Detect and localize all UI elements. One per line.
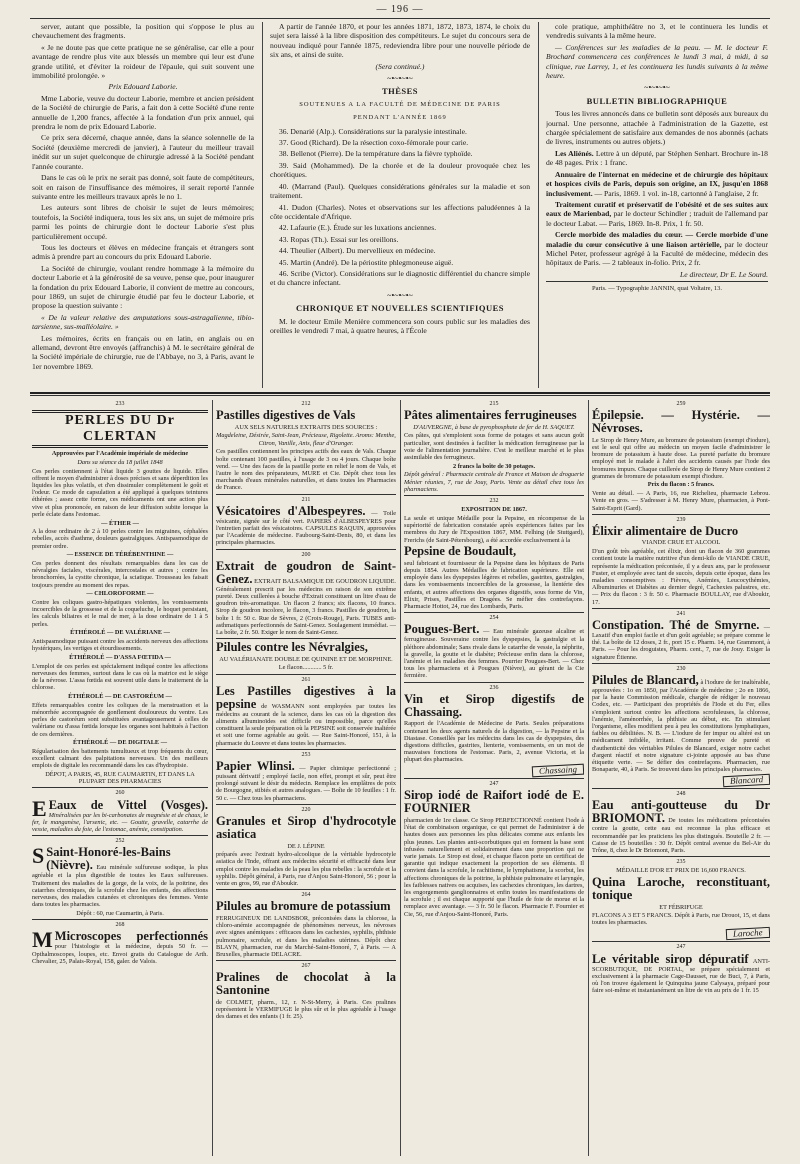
top-rule — [30, 18, 770, 19]
ornament-divider: ~•~•~•~ — [644, 83, 670, 93]
ad-number: 260 — [115, 790, 125, 797]
column-2 — [270, 22, 530, 388]
ad-title: PERLES DU Dr CLERTAN — [32, 410, 208, 448]
ad-subtitle: AUX SELS NATURELS EXTRAITS DES SOURCES : — [234, 423, 378, 431]
divider — [216, 804, 396, 805]
ad-title: Eaux de Vittel (Vosges). — [48, 797, 208, 812]
divider — [216, 494, 396, 495]
ad-text: préparés avec l'extrait hydro-alcoolique de la véritable hydrocotyle asiatica de l'Inde, offrant aux médecins sécurité et efficacité dans leur emploi contre les maladies de la peau les plus rebelles : la scrofule et la syphilis. Dépôt général, à Paris, rue d'Anjou Saint-Honoré, 56 ; pour la vente en gros, 99, rue d'Aboukir. — [216, 851, 396, 888]
ad-text: — Eau minérale gazeuse alcaline et ferrugineuse. Souveraine contre les dyspepsies, la gastralgie et la pléthore abdominale; Sans rivale dans le catarrhe de vessie, la néphrite, la gravelle, la goutte et le diabète; Précieuse enfin dans la chlorose, l'anémie et les maladies des femmes. Pourrier Pougues-Bert. — Chez tous les pharmaciens et à Pougues (Nièvre), au gérant de la Cie fermière. — [404, 628, 584, 680]
ad-text: — Laxatif d'un emploi facile et d'un goût agréable; se prépare comme le thé. La boîte de 12 doses, 2 fr., port 15 c. Pharm. 14, rue Grammont, à Paris. — Pour les droguistes, Pharm. cent., 7, rue de Jouy. Exiger la signature Étienne. — [592, 623, 770, 661]
thesis-item: 37. Good (Richard). De la résection coxo-fémorale pour carie. — [279, 138, 469, 148]
ads-column-d — [592, 400, 770, 1156]
ad-text: Ces perles donnent des résultats remarquables dans les cas de névralgies faciales, viscérales, intercostales et autres ; contre les bronchorrées, la cystite chronique, la sciatique. Trousseau les faisait toujours prendre au moment des repas. — [32, 560, 208, 589]
ad-text: ANTI-SCORBUTIQUE, DE PORTAL, se prépare spécialement et exclusivement à la pharmacie Cage-Dausset, rue de Buci, 7, à Paris, où l'on trouve également le Quinquina jaune Calysaya, préparé pour faire soi-même et instantanément un litre de vin au prix de 1 fr. 15 — [592, 957, 770, 995]
ad-heading: — ÉTHER — — [101, 519, 139, 527]
ad-title: Extrait de goudron de Saint-Genez. — [216, 558, 396, 586]
handwritten-signature: Laroche — [726, 927, 770, 940]
ad-text: Effets remarquables contre les coliques de la menstruation et la ménorrhée accompagnée de gonflement douloureux du ventre. Les perles de castoréum sont substituées avantageusement à celles de valériane ou d'assa fœtida lorsque les organes sont habitués à l'action de ces dernières. — [32, 701, 208, 738]
ad-heading: — ESSENCE DE TÉRÉBENTHINE — — [66, 551, 174, 559]
ads-column-a: 233 PERLES DU Dr CLERTAN Approuvées par l'Académie impériale de médecine Dans sa séance du 18 juillet 1848 Ces perles contiennent à l'état liquide 3 gouttes de liquide. Elles offrent le moyen d'administrer à doses précises et sans déperdition les liquides les plus volatils, et d'en dissimuler complètement le goût et l'odeur. Ce mode de capsulation a été appliqué à quelques teintures éthérées ; assez cette forme, ces médicaments ont une action plus vive et plus prononcée, en raison de leur diffusion subite lorsque la perle éclate dans l'estomac. — ÉTHER — A la dose ordinaire de 2 à 10 perles contre les migraines, céphalées rebelles, accès d'asthme, douleurs gastralgiques. Antispasmodique de premier ordre. — ESSENCE DE TÉRÉBENTHINE — Ces perles donnent des résultats remarquables dans les cas de névralgies faciales, viscérales, intercostales et autres ; contre les bronchorrées, la cystite chronique, la sciatique. Trousseau les faisait toujours prendre au moment des repas. — CHLOROFORME — Contre les coliques gastro-hépatiques violentes, les vomissements incoercibles de la grossesse et de la coqueluche, le hoquet persistant, les calculs biliaires et le mal de mer, à la dose ordinaire de 1 à 5 perles. ÉTHÉROLÉ — DE VALÉRIANE — Antispasmodique puissant contre les accidents nerveux des affections hystériques, les vertiges et étourdissements. ÉTHÉROLÉ — D'ASSA FŒTIDA — L'emploi de ces perles est spécialement indiqué contre les affections nerveuses des femmes, surtout dans le cas où la matrice est le siège de la névrose. L'assa fœtida est souvent utile dans le traitement de la chlorose. ÉTHÉROLÉ — DE CASTORÉUM — Effets remarquables contre les coliques de la menstruation et la ménorrhée accompagnée de gonflement douloureux du ventre. Les perles de castoréum sont substituées avantageusement à celles de valériane ou d'assa fœtida lorsque les organes sont habitués à l'action de ces dernières. ÉTHÉROLÉ — DE DIGITALE — Régularisation des battements tumultueux et trop fréquents du cœur, excellent calmant des palpitations nerveuses. Un des meilleurs emplois de digitale les recommandé dans les cas d'hydropisie. DÉPOT, A PARIS, 45, RUE CAUMARTIN, ET DANS LA PLUPART DES PHARMACIES 260 E Eaux de Vittel (Vosges). Minéralisées par les bi-carbonates de magnésie et de chaux, le fer, le manganèse, l'arsenic, etc. — Goutte, gravelle, catarrhe de vessie, maladies du foie, de l'estomac, anémie, constipation. 252 S Saint-Honoré-les-Bains (Nièvre). Eau minérale sulfureuse sodique, la plus agréable et la plus digestible de toutes les Eaux sulfureuses. Traitement des maladies de la gorge, de la voix, de la poitrine, des catarrhes chroniques, de la scrofule chez les enfants, des affections nerveuses, des maladies cutanées et chroniques des femmes. Vente dans toutes les pharmacies. Dépôt : 60, rue Caumartin, à Paris. 268 M Microscopes perfectionnés pour l'histologie et la médecine, depuis 50 fr. — Opthalmoscopes, loupes, etc. Envoi gratis du Catalogue de Arth. Chevalier, 25, Palais-Royal, 158, galer. de Valois. — [32, 401, 208, 965]
ad-text: Ces pâtes, qui s'emploient sous forme de potages et sans aucun goût particulier, sont destinées à faciliter la médication ferrugineuse par la voie de l'alimentation journalière. C'est le meilleur marché et le plus assimilable des ferrugineux. — [404, 432, 584, 462]
ad-text: Rapport de l'Académie de Médecine de Paris. Seules préparations contenant les deux agents naturels de la digestion, — la Pepsine et la Diastase. Conseillés par les médecins dans les cas de dyspepsies, des digestions difficiles, gastrites, lienterie, vomissements, en un mot de mauvaises fonctions de l'estomac. Paris, 2, avenue Victoria, et la plupart des pharmacies. — [404, 720, 584, 764]
ad-title: Les Pastilles digestives à la pepsine — [216, 683, 396, 711]
thesis-item: 45. Martin (André). De la périostite phlegmoneuse aiguë. — [279, 257, 454, 267]
theses-heading: THÈSES — [381, 86, 419, 97]
ad-text: Vente au détail. — A Paris, 16, rue Richelieu, pharmacie Lebrou. Vente en gros. — S'adresser à M. Henry Mure, pharmacien, à Pont-Saint-Esprit (Gard). — [592, 490, 770, 512]
divider — [404, 682, 584, 683]
ad-title: Pilules de Blancard, — [592, 672, 699, 687]
divider — [216, 749, 396, 750]
ad-number: 233 — [115, 401, 125, 407]
divider — [592, 941, 770, 942]
ad-number: 264 — [301, 892, 311, 899]
column-divider — [538, 22, 539, 388]
ad-title: Quina Laroche, reconstituant, tonique — [592, 875, 770, 903]
ad-number: 241 — [676, 610, 686, 617]
ad-subtitle: MÉDAILLE D'OR ET PRIX DE 16,600 FRANCS. — [616, 867, 746, 875]
director-signature: Le directeur, Dr E. Le Sourd. — [679, 269, 768, 279]
paragraph: « De la valeur relative des amputations sous-astragalienne, tibio-tarsienne, sus-malléolaire. » — [32, 312, 254, 332]
ad-title: Élixir alimentaire de Ducro — [592, 523, 739, 538]
book-title: Traitement curatif et préservatif de l'obésité et de ses suites aux eaux de Marienbad, — [546, 199, 768, 219]
ad-text: La seule et unique Médaille pour la Pepsine, en récompense de la supériorité de fabrication constatée après expériences faites par les membres du Jury de l'Exposition 1867, MM. Felhing (de Stuttgard), Frerichs (de Saint-Pétersbourg), a été accordée exclusivement à la — [404, 514, 584, 544]
thesis-item: 40. (Marrand (Paul). Quelques considérations générales sur la maladie et son traitement. — [270, 181, 530, 201]
paragraph: Les mémoires, écrits en français ou en latin, en anglais ou en allemand, devront être envoyés (affranchis) à M. le secrétaire général de la Société impériale de chirurgie, rue de l'Abbaye, no 3, à Paris, avant le 1er novembre 1869. — [32, 333, 254, 371]
ad-number: 232 — [489, 498, 499, 505]
ad-title: Saint-Honoré-les-Bains (Nièvre). — [46, 845, 171, 873]
ad-text: à l'iodure de fer inaltérable, approuvées : 1o en 1850, par l'Académie de médecine ; 2o en 1866, par la haute Commission médicale, chargée de rédiger le nouveau Codex, etc. — Participant des propriétés de l'Iode et du Fer, elles s'emploient surtout contre les affections scrofuleuses, la chlorose, l'anémie, l'aménorrhée, la phthisie au début, etc. En stimulant l'organisme, elles modifient peu à peu les constitutions lymphatiques, faibles ou débilitées. N. B. — L'iodure de fer impur ou altéré est un médicament infidèle, irritant. Comme preuve de pureté et d'authenticité des véritables Pilules de Blancard, exiger notre cachet d'argent réactif et notre signature ci-jointe apposée au bas d'une étiquette verte. — Se défier des contrefaçons. Pharmacien, rue Bonaparte, 40, à Paris. Se trouvent dans les principales pharmacies. — [592, 678, 770, 774]
ad-number: 254 — [489, 615, 499, 622]
ad-number: 212 — [301, 401, 311, 407]
ad-number: 247 — [489, 781, 499, 788]
divider — [32, 919, 208, 920]
ad-text: Le flacon............ 5 fr. — [278, 664, 334, 672]
ad-subtitle: VIANDE CRUE ET ALCOOL — [641, 539, 721, 547]
divider — [216, 889, 396, 890]
ad-subtitle: D'AUVERGNE, à base de pyrophosphate de fer de H. SAQUET. — [413, 423, 575, 431]
paragraph: La Société de chirurgie, voulant rendre hommage à la mémoire du docteur Laborie et à la générosité de sa veuve, pense que, pour inaugurer la fondation du prix Edouard Laborie, il convient de mettre au concours, pour 1869, un sujet de chirurgie étudié par feu le docteur Laborie, et propose la question suivante : — [32, 263, 254, 311]
ad-title: Constipation. Thé de Smyrne. — [592, 617, 760, 632]
divider — [592, 514, 770, 515]
thesis-item: 39. Said (Mohammed). De la chorée et de la douleur provoquée chez les chorétiques. — [270, 160, 530, 180]
ad-title: Sirop iodé de Raifort iodé de E. FOURNIER — [404, 788, 584, 816]
ad-subtitle: AU VALÉRIANATE DOUBLE DE QUININE ET DE MORPHINE. — [219, 655, 393, 663]
column-3 — [546, 22, 768, 388]
ad-title: EXPOSITION DE 1867. — [461, 506, 527, 514]
divider — [216, 960, 396, 961]
ad-subtitle: Dans sa séance du 18 juillet 1848 — [77, 458, 163, 466]
ad-title: Microscopes perfectionnés — [54, 929, 208, 944]
ad-text: pour l'histologie et la médecine, depuis 50 fr. — Opthalmoscopes, loupes, etc. Envoi gratis du Catalogue de Arth. Chevalier, 25, Palais-Royal, 158, galer. de Valois. — [32, 943, 208, 965]
ad-number: 259 — [676, 401, 686, 407]
divider — [216, 674, 396, 675]
ad-number: 211 — [301, 496, 311, 503]
thesis-item: 41. Dudon (Charles). Notes et observations sur les affections paludéennes à la côte occidentale d'Afrique. — [270, 202, 530, 221]
ad-number: 247 — [676, 944, 686, 951]
ad-subtitle: Approuvées par l'Académie impériale de médecine — [51, 450, 189, 458]
printer-note: Paris. — Typographie JANNIN, quai Voltaire, 13. — [592, 285, 722, 293]
divider — [404, 612, 584, 613]
ad-number: 230 — [676, 665, 686, 672]
divider — [592, 856, 770, 857]
ad-text: Le Sirop de Henry Mure, au bromure de potassium (exempt d'iodure), est le seul qui offre au médecin un moyen facile d'administrer le bromure de potassium à haute dose. La pureté parfaite du bromure employé met le malade à l'abri des accidents causés par l'iode des bromures impurs. Chaque cuillerée de Sirop de Henry Mure contient 2 grammes de bromure de potassium exempt d'iodure. — [592, 436, 770, 480]
paragraph: Tous les livres annoncés dans ce bulletin sont déposés aux bureaux du journal. Une personne, attachée à l'administration de la Gazette, est chargée spécialement de satisfaire aux demandes de nos abonnés (achats de livres, instruments ou autres objets.) — [546, 109, 768, 147]
book-title: Cercle morbide des maladies du cœur. — Cercle morbide d'une maladie du cœur consécutive à une liaison artérielle, — [546, 230, 768, 249]
ad-title: Pralines de chocolat à la Santonine — [216, 970, 396, 998]
thesis-item: 46. Scribe (Victor). Considérations sur le diagnostic différentiel du chancre simple et du chancre infectant. — [270, 268, 530, 288]
theses-year: PENDANT L'ANNÉE 1869 — [353, 114, 447, 122]
ad-heading: — CHLOROFORME — — [86, 590, 154, 598]
ad-number: 215 — [489, 401, 499, 407]
ad-text: — Papier chimique perfectionné ; puissant dérivatif ; employé facile, non effet, prompt et sûr, peut être prolongé suivant le désir du médecin. Remplace les emplâtres de poix de Bourgogne, stibiés et autres analogues. — Boîte de 10 feuilles : 1 fr. 50 c. — Chez tous les pharmaciens. — [216, 765, 396, 802]
paragraph: Tous les docteurs et élèves en médecine français et étrangers sont admis à prendre part au concours du prix Edouard Laborie. — [32, 242, 254, 262]
ad-title: Vin et Sirop digestifs de Chassaing. — [404, 691, 584, 719]
ad-text: — Toile vésicante, signée sur le côté vert. PAPIERS d'ALBESPEYRES pour l'entretien parfait des vésicatoires. CAPSULES RAQUIN, approuvées par l'Académie de médecine. Faubourg-Saint-Denis, 80, et dans les principales pharmacies. — [216, 509, 396, 547]
ad-number: 239 — [676, 516, 686, 523]
divider — [592, 788, 770, 789]
ad-title: Pougues-Bert. — [404, 622, 480, 637]
ad-subtitle: Magdeleine, Désirée, Saint-Jean, Précieuse, Rigolette. Aroms: Menthe, Citron, Vanille, Anis, fleur d'Oranger. — [216, 432, 396, 447]
ad-depot: DÉPOT, A PARIS, 45, RUE CAUMARTIN, ET DANS LA PLUPART DES PHARMACIES — [45, 771, 195, 786]
ad-title: Pilules contre les Névralgies, — [216, 640, 368, 655]
bulletin-heading: BULLETIN BIBLIOGRAPHIQUE — [586, 95, 728, 106]
ad-text: pharmacien de 1re classe. Ce Sirop PERFECTIONNÉ contient l'iode à l'état de combinaison organique, ce qui permet de l'administrer à de hautes doses aux personnes les plus délicates comme aux enfants les plus jeunes. Les plantes anti-scorbutiques qui en forment la base sont infusées naturellement et solidairement dans une proportion qui ne varie jamais. Le Sirop est dosé, et chaque flacon porte un certificat de garantie qui indique exactement la proportion de ses éléments. Il convient dans la scrofule, le rachitisme, le lymphatisme, la scorbut, les affections chroniques de la poitrine, la phthisie pulmonaire et laryngée, les faiblesses natives ou acquises, les cachexies chroniques, les dartres, les engorgements ganglionnaires et enfin toutes les manifestations de la scrofule ; il est chaque supporté que l'huile de foie de morue et la remplace avec avantage. — 3 fr. 50 le flacon. Pharmacie F. Fournier et Cie, 56, rue d'Anjou-Saint-Honoré, Paris. — [404, 816, 584, 918]
paragraph: « Je ne doute pas que cette pratique ne se généralise, car elle a pour avantage de rendre plus vite aux blessés un membre qui leur est d'une grande utilité, et d'éviter la roideur de l'épaule, qui suit souvent une immobilité prolongée. » — [32, 42, 254, 81]
ad-number: 248 — [676, 791, 686, 798]
ad-text: Contre les coliques gastro-hépatiques violentes, les vomissements incoercibles de la grossesse et de la coqueluche, le hoquet persistant, les calculs biliaires et le mal de mer, à la dose ordinaire de 1 à 5 perles. — [32, 599, 208, 628]
divider — [216, 638, 396, 639]
ad-number: 252 — [115, 838, 125, 845]
ad-title: Papier Wlinsi. — [216, 759, 295, 773]
divider — [404, 778, 584, 779]
divider — [592, 663, 770, 664]
thesis-item: 43. Ropas (Th.). Essai sur les oreillons. — [279, 234, 399, 244]
paragraph: Ce prix sera décerné, chaque année, dans la séance solennelle de la Société (deuxième mercredi de janvier), à l'auteur du meilleur travail inédit sur un sujet quelconque de chirurgie adressé à la Société pendant l'année courante. — [32, 133, 254, 171]
paragraph: — Conférences sur les maladies de la peau. — M. le docteur F. Brochard commencera ces conférences le lundi 3 mai, à midi, à sa clinique, rue Larrey, 1, et les continuera les lundis suivants à la même heure. — [546, 42, 768, 81]
divider — [592, 608, 770, 609]
ads-column-b — [216, 400, 396, 1156]
handwritten-signature: Blancard — [723, 774, 770, 788]
ad-heading: ÉTHÉROLÉ — DE VALÉRIANE — — [70, 629, 170, 637]
ad-text: Ces perles contiennent à l'état liquide 3 gouttes de liquide. Elles offrent le moyen d'administrer à doses précises et sans déperdition les liquides les plus volatils, et d'en dissimuler complètement le goût et l'odeur. Ce mode de capsulation a été appliqué à quelques teintures éthérées ; assez cette forme, ces médicaments ont une action plus vive et plus prononcée, en raison de leur diffusion subite lorsque la perle éclate dans l'estomac. — [32, 467, 208, 518]
column-divider — [262, 22, 263, 388]
ad-depot: Dépôt : 60, rue Caumartin, à Paris. — [76, 909, 164, 917]
ad-title: Vésicatoires d'Albespeyres. — [216, 503, 366, 518]
paragraph: A partir de l'année 1870, et pour les années 1871, 1872, 1873, 1874, le choix du sujet sera laissé à la libre disposition des compétiteurs. Le sujet du concours sera de nouveau indiqué pour l'année 1875, redeviendra libre pour une nouvelle période de six ans, et ainsi de suite. — [270, 22, 530, 60]
ad-number: 200 — [301, 551, 311, 558]
column-divider — [588, 400, 589, 1156]
ad-title: Pastilles digestives de Vals — [216, 408, 356, 423]
paragraph: Les auteurs sont libres de choisir le sujet de leurs mémoires; toutefois, la Société indiquera, tous les six ans, un sujet de mémoire pris parmi les points de chirurgie dont le docteur Laborie s'est plus particulièrement occupé. — [32, 203, 254, 241]
ad-text: seul fabricant et fournisseur de la Pepsine dans les hôpitaux de Paris depuis 1854. Autres Médailles de fabrication supérieure. Elle est employée dans les dyspepsies légères et rebelles, gastrites, gastralgies, dans les vomissements incoercibles de la grossesse, la lientérie des enfants, et autres affections des organes digestifs, sous forme de Vin, Elixir, Prises, Pastilles et Dragées. Se méfier des contrefaçons. Pharmacie Hottot, 24, rue des Lombards, Paris. — [404, 559, 584, 610]
ad-number: 236 — [489, 684, 499, 691]
section-rule — [30, 395, 770, 396]
divider — [546, 281, 768, 282]
ad-number: 235 — [676, 859, 686, 866]
ad-text: FERRUGINEUX DE LANDSBOR, préconisées dans la chlorose, la chloro-anémie accompagnée de phénomènes nerveux, les névroses avec signes anémiques : efficaces dans les cachexies, syphilis, phthisie pulmonaire, scrofule, et dans les maladies utérines. Dépôt chez BLAYN, pharmacien, rue du Marché-Saint-Honoré, 7, à Paris. — A Bruxelles, pharmacie DELACRE. — [216, 914, 396, 958]
thesis-item: 44. Theulier (Albert). Du mervellieux en médecine. — [279, 246, 436, 256]
paragraph: M. le docteur Emile Menière commencera son cours public sur les maladies des oreilles le vendredi 7 mai, à quatre heures, à l'École — [270, 316, 530, 335]
divider — [404, 495, 584, 496]
ad-title: Pâtes alimentaires ferrugineuses — [404, 408, 577, 423]
ad-text: Ces pastilles contiennent les principes actifs des eaux de Vals. Chaque boîte contenant 100 pastilles, à l'usage de 3 ou 4 jours. Chaque boîte vend. — Une des faces de la pastille porte en relief le nom de Vals, et l'autre le nom des préparateurs, MURE et Cie. Dépôt chez tous les marchands d'eaux minérales naturelles, et dans toutes les Pharmacies de France. — [216, 448, 396, 492]
ad-title: Épilepsie. — Hystérie. — Névroses. — [592, 408, 770, 436]
chronique-heading: CHRONIQUE ET NOUVELLES SCIENTIFIQUES — [296, 303, 504, 314]
ad-number: 268 — [115, 922, 125, 929]
paragraph: Dans le cas où le prix ne serait pas donné, soit faute de compétiteurs, soit en raison de l'insuffisance des mémoires, il serait reporté l'année suivante entre les meilleurs travaux après le no 1. — [32, 173, 254, 201]
ad-number: 267 — [301, 963, 311, 970]
ad-text: de COLMET, pharm., 12, r. N-St-Merry, à Paris. Ces pralines représentent le VERMIFUGE le plus sûr et le plus agréable à l'usage des dames et des enfants (1 fr. 25). — [216, 998, 396, 1021]
column-1 — [32, 22, 254, 388]
ad-heading: ÉTHÉROLÉ — DE DIGITALE — — [72, 739, 167, 747]
divider — [32, 835, 208, 836]
ad-heading: ÉTHÉROLÉ — D'ASSA FŒTIDA — — [69, 653, 171, 661]
paragraph: cole pratique, amphithéâtre no 3, et le continuera les lundis et vendredis suivants à la même heure. — [546, 22, 768, 41]
divider — [32, 787, 208, 788]
handwritten-signature: Chassaing — [532, 764, 584, 778]
ad-text: Antispasmodique puissant contre les accidents nerveux des affections hystériques, les vertiges et étourdissements. — [32, 638, 208, 653]
book-desc: Lettre à un député, par Stéphen Senhart. Brochure in-18 de 48 pages. Prix : 1 franc. — [546, 148, 768, 168]
ad-text: De toutes les médications préconisées contre la goutte, cette eau est reconnue la plus efficace et recommandée par les praticiens les plus distingués. Bouteille 2 fr. — Caisse de 15 bouteilles : 30 fr. Dépôt central avenue du Bel-Air du Trône, 8, chez le Dr Briomont, Paris. — [592, 817, 770, 854]
book-title: Les Aliénés. — [555, 148, 594, 158]
divider — [216, 549, 396, 550]
ad-text: L'emploi de ces perles est spécialement indiqué contre les affections nerveuses des femmes, surtout dans le cas où la matrice est le siège de la névrose. L'assa fœtida est souvent utile dans le traitement de la chlorose. — [32, 662, 208, 692]
thesis-item: 38. Bellenot (Pierre). De la température dans la fièvre typhoïde. — [279, 149, 473, 159]
thesis-item: 36. Denarié (Alp.). Considérations sur la paralysie intestinale. — [279, 126, 467, 136]
ad-text: A la dose ordinaire de 2 à 10 perles contre les migraines, céphalées rebelles, accès d'asthme, douleurs gastralgiques. Antispasmodique de premier ordre. — [32, 528, 208, 550]
ad-subtitle: DE J. LÉPINE — [287, 842, 325, 850]
ad-text: D'un goût très agréable, cet élixir, dont un flacon de 360 grammes contient toute la matière nutritive d'un demi-kilo de VIANDE CRUE, représente la médication préconisée, il y a deux ans, par le professeur Fuster, et employée avec tant de succès, depuis cette époque, dans les maladies consomptives : Fièvres, Anémies, Leucocythémies, Albuminuries et Diabètes au dernier degré, Cachexies palustres, etc. — Prix du flacon : 3 fr. 50 c. Pharmacie BOULLAY, rue d'Aboukir, 17. — [592, 548, 770, 606]
ad-title: Granules et Sirop d'hydrocotyle asiatica — [216, 814, 396, 842]
section-rule — [30, 392, 770, 394]
ad-number: 261 — [301, 676, 311, 683]
paragraph: server, autant que possible, la position qui s'oppose le plus au chevauchement des fragments. — [32, 22, 254, 41]
continued-note: (Sera continué.) — [375, 61, 425, 71]
ad-title: Pilules au bromure de potassium — [216, 899, 391, 914]
book-desc: par le docteur Michel Peter, professeur agrégé à la Faculté de médecine, médecin des hôpitaux de Paris. — 2 tableaux in-folio. Prix, 2 fr. — [546, 239, 768, 268]
ad-title: Eau anti-goutteuse du Dr BRIOMONT. — [592, 798, 770, 826]
ad-title: Pepsine de Boudault, — [404, 544, 517, 559]
ad-text: de WASMANN sont employées par toutes les médecins au courant de la science, dans les cas où la digestion des aliments albuminoïdes est difficile ou impossible, parce qu'elles constituent la seule préparation où la PEPSINE soit conservée inaltérée et soit une forme agréable au goût. — Rue Saint-Honoré, 151, à la pharmacie du Louvre et dans toutes les pharmacies. — [216, 702, 396, 747]
ad-depot: Dépôt général : Pharmacie centrale de France et Maison de droguerie Ménier réunies, 7, rue de Jouy, Paris. Vente au détail chez tous les pharmaciens. — [404, 471, 584, 493]
ad-number: 253 — [301, 751, 311, 758]
page-number: — 196 — — [376, 4, 424, 15]
ad-text: FLACONS A 3 ET 5 FRANCS. Dépôt à Paris, rue Drouot, 15, et dans toutes les pharmacies. — [592, 912, 770, 927]
ad-price: 2 francs la boîte de 30 potages. — [452, 462, 536, 470]
ads-column-c — [404, 400, 584, 1156]
ornament-divider: ~•~•~•~ — [387, 290, 413, 300]
ad-price: Prix du flacon : 5 francs. — [647, 481, 715, 489]
thesis-item: 42. Lafaurie (E.). Étude sur les luxations anciennes. — [279, 223, 437, 233]
ad-text: EXTRAIT BALSAMIQUE DE GOUDRON LIQUIDE. Généralement prescrit par les médecins en raison de son extrême pureté. Deux cuillerées à bouche d'Extrait constituent un litre d'eau de goudron très-aromatique. Un flacon 2 francs; six flacons, 10 francs. Sirop de goudron incolore, le flacon, 3 francs. Pastilles de goudron, la boîte 1 fr. 50 c. Rue de Sèvres, 2 (Croix-Rouge), Paris. TUBES anti-asthmatiques perfectionnés de Saint-Genez. Soulagement immédiat. — La boîte, 2 fr. 50. Exiger le nom de Saint-Genez. — [216, 577, 396, 636]
theses-subheading: SOUTENUES A LA FACULTÉ DE MÉDECINE DE PARIS — [299, 100, 501, 108]
ad-subtitle: ET FÉBRIFUGE — [659, 903, 703, 911]
ad-text: Minéralisées par les bi-carbonates de magnésie et de chaux, le fer, le manganèse, l'arsenic, etc. — Goutte, gravelle, catarrhe de vessie, maladies du foie, de l'estomac, anémie, constipation. — [32, 811, 208, 834]
book-title: Annuaire de l'internat en médecine et de chirurgie des hôpitaux et hospices civils de Paris, depuis son origine, an IX, jusqu'en 1868 inclusivement. — [546, 169, 768, 198]
ad-heading: ÉTHÉROLÉ — DE CASTORÉUM — — [68, 693, 172, 700]
book-desc: — Paris, 1869. 1 vol. in-18, cartonné à l'anglaise, 2 fr. — [594, 188, 759, 198]
ad-number: 220 — [301, 806, 311, 813]
paragraph: Mme Laborie, veuve du docteur Laborie, membre et ancien président de la Société de chirurgie de Paris, a fait don à cette Société d'une rente annuelle de 1,200 francs, affectée à la fondation d'un prix annuel, qui prendra le nom de prix Edouard Laborie. — [32, 93, 254, 132]
ad-title: Le véritable sirop dépuratif — [592, 951, 749, 966]
column-divider — [400, 400, 401, 1156]
book-desc: par le docteur Schindler ; traduit de l'allemand par le docteur Labat. — Paris, 1869. In-8. Prix, 1 fr. 50. — [546, 209, 768, 228]
ad-text: Régularisation des battements tumultueux et trop fréquents du cœur, excellent calmant des palpitations nerveuses. Un des meilleurs emplois de digitale les recommandé dans les cas d'hydropisie. — [32, 747, 208, 770]
column-divider — [212, 400, 213, 1156]
ornament-divider: ~•~•~•~ — [387, 74, 413, 84]
section-heading: Prix Edouard Laborie. — [108, 82, 178, 92]
ad-text: Eau minérale sulfureuse sodique, la plus agréable et la plus digestible de toutes les Eaux sulfureuses. Traitement des maladies de la gorge, de la voix, de la poitrine, des catarrhes chroniques, de la scrofule chez les enfants, des affections nerveuses, des maladies cutanées et chroniques des femmes. Vente dans toutes les pharmacies. — [32, 864, 208, 909]
